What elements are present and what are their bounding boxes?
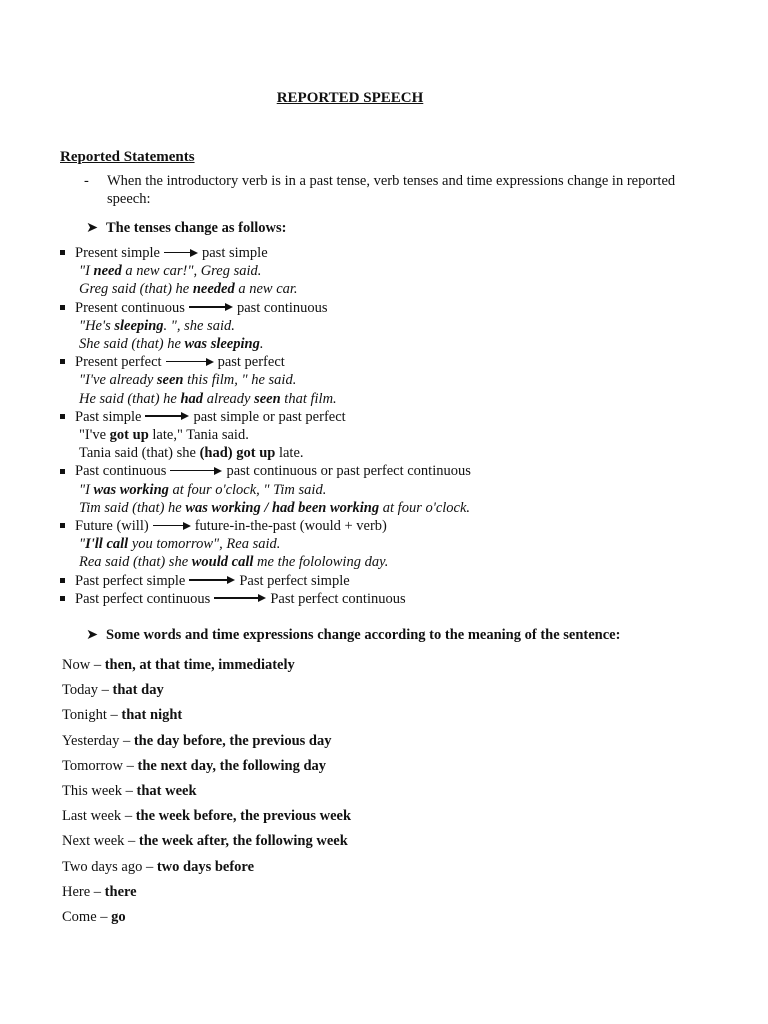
square-bullet-icon (60, 359, 65, 364)
square-bullet-icon (60, 596, 65, 601)
tense-rule-item (60, 462, 471, 480)
en-dash-separator: – (142, 858, 157, 875)
example-fragment: Rea said (that) she (79, 554, 192, 571)
en-dash-separator: – (96, 909, 112, 925)
right-arrow-icon (214, 592, 266, 604)
tense-to: past simple or past perfect (193, 408, 346, 425)
word-direct: Come (62, 909, 97, 925)
word-reported: the week after, the following week (138, 833, 348, 850)
word-change-item (62, 706, 182, 724)
right-arrow-icon (145, 410, 189, 422)
reported-speech-example (79, 499, 470, 517)
direct-speech-example (79, 535, 280, 553)
arrowhead-bullet-icon: ➤ (86, 220, 99, 236)
word-reported: then, at that time, immediately (104, 657, 295, 673)
example-fragment: had (180, 390, 204, 407)
tense-rule-item (60, 590, 406, 608)
direct-speech-example (79, 317, 235, 335)
example-fragment: sleeping (114, 317, 164, 334)
example-fragment: this film, " he said. (183, 372, 297, 389)
word-reported: the week before, the previous week (135, 808, 352, 825)
en-dash-separator: – (106, 707, 122, 724)
tense-to: past continuous or past perfect continuous (226, 463, 471, 480)
word-direct: Tonight (62, 707, 107, 724)
tense-rule-item (60, 244, 268, 262)
en-dash-separator: – (98, 682, 113, 699)
intro-dash: - (84, 173, 89, 189)
square-bullet-icon (60, 523, 65, 528)
word-change-item (62, 832, 348, 850)
square-bullet-icon (60, 469, 65, 474)
example-fragment: "I've (79, 427, 110, 443)
word-change-item (62, 908, 126, 926)
en-dash-separator: – (90, 883, 105, 900)
tense-to: Past perfect continuous (270, 590, 406, 607)
example-fragment: was sleeping (184, 336, 260, 352)
example-fragment: "I've already (79, 372, 157, 389)
tense-to: future-in-the-past (would + verb) (194, 518, 387, 534)
word-direct: Now (62, 657, 91, 673)
example-fragment: (had) got up (199, 445, 276, 462)
en-dash-separator: – (122, 783, 137, 799)
word-change-item (62, 681, 164, 699)
example-fragment: at four o'clock. (379, 499, 471, 516)
word-direct: Two days ago (62, 858, 143, 875)
example-fragment: "I (79, 263, 94, 280)
word-change-item (62, 782, 197, 800)
intro-text: When the introductory verb is in a past tense, verb tenses and time expressions change in reported speech: (107, 173, 676, 208)
reported-speech-example (79, 444, 304, 462)
example-fragment: got up (109, 427, 149, 443)
tense-rule-item (60, 517, 387, 535)
arrowhead-bullet-icon: ➤ (86, 627, 99, 643)
example-fragment: "I (79, 481, 94, 498)
tense-from: Present simple (75, 245, 160, 261)
word-reported: that day (112, 682, 164, 699)
square-bullet-icon (60, 250, 65, 255)
word-direct: This week (62, 783, 122, 799)
right-arrow-icon (189, 574, 235, 586)
word-direct: Today (62, 682, 99, 699)
word-change-item (62, 656, 295, 674)
word-change-item (62, 732, 331, 750)
reported-speech-example (79, 280, 298, 298)
word-direct: Yesterday (62, 732, 120, 749)
direct-speech-example (79, 481, 326, 499)
section-title: Reported Statements (60, 149, 195, 165)
word-direct: Here (62, 883, 91, 900)
example-fragment: " (79, 536, 86, 553)
tenses-heading-text: The tenses change as follows: (106, 220, 287, 236)
right-arrow-icon (189, 301, 233, 313)
example-fragment: a new car!", Greg said. (121, 263, 262, 280)
tense-to: past simple (201, 245, 268, 261)
example-fragment: at four o'clock, " Tim said. (168, 481, 327, 498)
words-heading (86, 626, 620, 644)
direct-speech-example (79, 426, 249, 444)
example-fragment: already (203, 390, 255, 407)
example-fragment: seen (156, 372, 184, 389)
word-reported: that week (136, 783, 197, 799)
word-change-item (62, 858, 254, 876)
word-reported: two days before (156, 858, 255, 875)
en-dash-separator: – (123, 757, 138, 774)
tense-rule-item (60, 353, 285, 371)
word-direct: Next week (62, 833, 125, 850)
example-fragment: a new car. (234, 281, 298, 298)
example-fragment: "He's (79, 317, 115, 334)
tense-from: Past perfect continuous (75, 590, 211, 607)
word-direct: Tomorrow (62, 757, 124, 774)
example-fragment: . (259, 336, 264, 352)
word-reported: go (111, 909, 126, 925)
word-reported: the day before, the previous day (133, 732, 332, 749)
tense-rule-item (60, 299, 328, 317)
tense-to: Past perfect simple (239, 572, 350, 589)
example-fragment: that film. (280, 390, 337, 407)
example-fragment: Tim said (that) he (79, 499, 186, 516)
word-change-item (62, 883, 137, 901)
tenses-heading (86, 219, 286, 237)
direct-speech-example (79, 262, 261, 280)
example-fragment: me the fololowing day. (253, 554, 389, 571)
words-heading-text: Some words and time expressions change according to the meaning of the sentence: (106, 627, 621, 643)
example-fragment: She said (that) he (79, 336, 185, 352)
direct-speech-example (79, 371, 296, 389)
example-fragment: late. (275, 445, 304, 462)
reported-speech-example (79, 553, 388, 571)
en-dash-separator: – (119, 732, 134, 749)
square-bullet-icon (60, 414, 65, 419)
word-direct: Last week (62, 808, 122, 825)
example-fragment: Greg said (that) he (79, 281, 193, 298)
tense-to: past continuous (236, 299, 328, 316)
example-fragment: needed (192, 281, 235, 298)
example-fragment: Tania said (that) she (79, 445, 200, 462)
en-dash-separator: – (124, 833, 139, 850)
word-reported: there (104, 883, 137, 900)
tense-rule-item (60, 408, 346, 426)
example-fragment: was working (93, 481, 169, 498)
square-bullet-icon (60, 305, 65, 310)
tense-from: Present continuous (75, 299, 185, 316)
example-fragment: . ", she said. (163, 317, 235, 334)
example-fragment: need (93, 263, 122, 280)
example-fragment: you tomorrow", Rea said. (128, 536, 281, 553)
example-fragment: would call (191, 554, 254, 571)
word-reported: that night (121, 707, 183, 724)
example-fragment: late," Tania said. (148, 427, 249, 443)
word-reported: the next day, the following day (137, 757, 327, 774)
right-arrow-icon (166, 356, 214, 368)
reported-speech-example (79, 335, 263, 353)
word-change-item (62, 757, 326, 775)
tense-from: Past perfect simple (75, 572, 186, 589)
tense-from: Present perfect (75, 354, 162, 371)
tense-to: past perfect (217, 354, 285, 371)
example-fragment: He said (that) he (79, 390, 181, 407)
right-arrow-icon (153, 520, 191, 532)
tense-from: Future (will) (75, 518, 149, 534)
tense-from: Past continuous (75, 463, 167, 480)
right-arrow-icon (164, 247, 198, 259)
example-fragment: was working / had been working (185, 499, 380, 516)
tense-from: Past simple (75, 408, 142, 425)
example-fragment: I'll call (85, 536, 129, 553)
en-dash-separator: – (90, 657, 105, 673)
reported-speech-example (79, 390, 337, 408)
square-bullet-icon (60, 578, 65, 583)
right-arrow-icon (170, 465, 222, 477)
example-fragment: seen (254, 390, 281, 407)
word-change-item (62, 807, 351, 825)
tense-rule-item (60, 572, 350, 590)
en-dash-separator: – (121, 808, 136, 825)
page-title: REPORTED SPEECH (276, 90, 424, 106)
